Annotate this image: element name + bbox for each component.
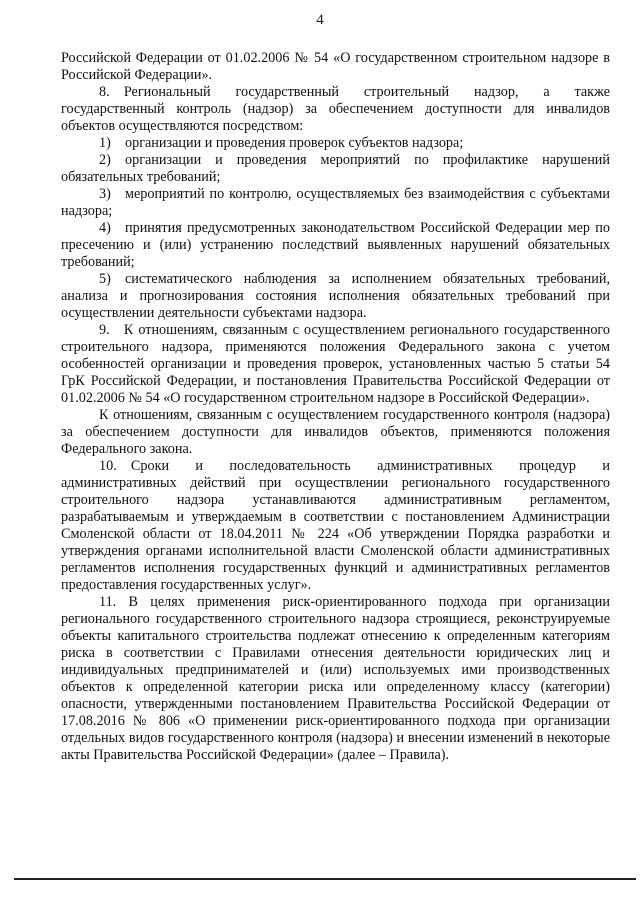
list-item-2: 2) организации и проведения мероприятий по профилактике нарушений обязательных требований;: [61, 152, 610, 185]
list-item-1: 1) организации и проведения проверок субъектов надзора;: [99, 135, 464, 151]
page-number: 4: [316, 12, 324, 28]
list-item-5: 5) систематического наблюдения за исполнением обязательных требований, анализа и прогнозирования состояния исполнения обязательных требований при осуществлении деятельности субъектами надзора.: [61, 271, 610, 321]
footer-rule: [14, 878, 636, 880]
paragraph-continuation: Российской Федерации от 01.02.2006 № 54 «О государственном строительном надзоре в Российской Федерации».: [61, 50, 610, 83]
document-body: [61, 50, 610, 764]
list-item-3: 3) мероприятий по контролю, осуществляемых без взаимодействия с субъектами надзора;: [61, 186, 610, 219]
paragraph-9: 9. К отношениям, связанным с осуществлением регионального государственного строительного надзора, применяются положения Федерального закона с учетом особенностей организации и проведения проверок, установленных частью 5 статьи 54 ГрК Российской Федерации, и постановления Правительства Российской Федерации от 01.02.2006 № 54 «О государственном строительном надзоре в Российской Федерации».: [61, 322, 610, 406]
list-item-4: 4) принятия предусмотренных законодательством Российской Федерации мер по пресечению и (или) устранению последствий выявленных нарушений обязательных требований;: [61, 220, 610, 270]
paragraph-10: 10. Сроки и последовательность административных процедур и административных действий при осуществлении регионального государственного строительного надзора устанавливаются административным регламентом, разрабатываемым и утверждаемым в соответствии с постановлением Администрации Смоленской области от 18.04.2011 № 224 «Об утверждении Порядка разработки и утверждения органами исполнительной власти Смоленской области административных регламентов исполнения государственных функций и административных регламентов предоставления государственных услуг».: [61, 458, 610, 593]
paragraph-11: 11. В целях применения риск-ориентированного подхода при организации регионального государственного строительного надзора строящиеся, реконструируемые объекты капитального строительства подлежат отнесению к определенным категориям риска в соответствии с Правилами отнесения деятельности юридических лиц и индивидуальных предпринимателей и (или) используемых ими производственных объектов к определенной категории риска или определенному классу (категории) опасности, утвержденными постановлением Правительства Российской Федерации от 17.08.2016 № 806 «О применении риск-ориентированного подхода при организации отдельных видов государственного контроля (надзора) и внесении изменений в некоторые акты Правительства Российской Федерации» (далее – Правила).: [61, 594, 610, 763]
paragraph-8: 8. Региональный государственный строительный надзор, а также государственный контроль (надзор) за обеспечением доступности для инвалидов объектов осуществляются посредством:: [61, 84, 610, 134]
paragraph-9-continued: К отношениям, связанным с осуществлением государственного контроля (надзора) за обеспечением доступности для инвалидов объектов, применяются положения Федерального закона.: [61, 407, 610, 457]
